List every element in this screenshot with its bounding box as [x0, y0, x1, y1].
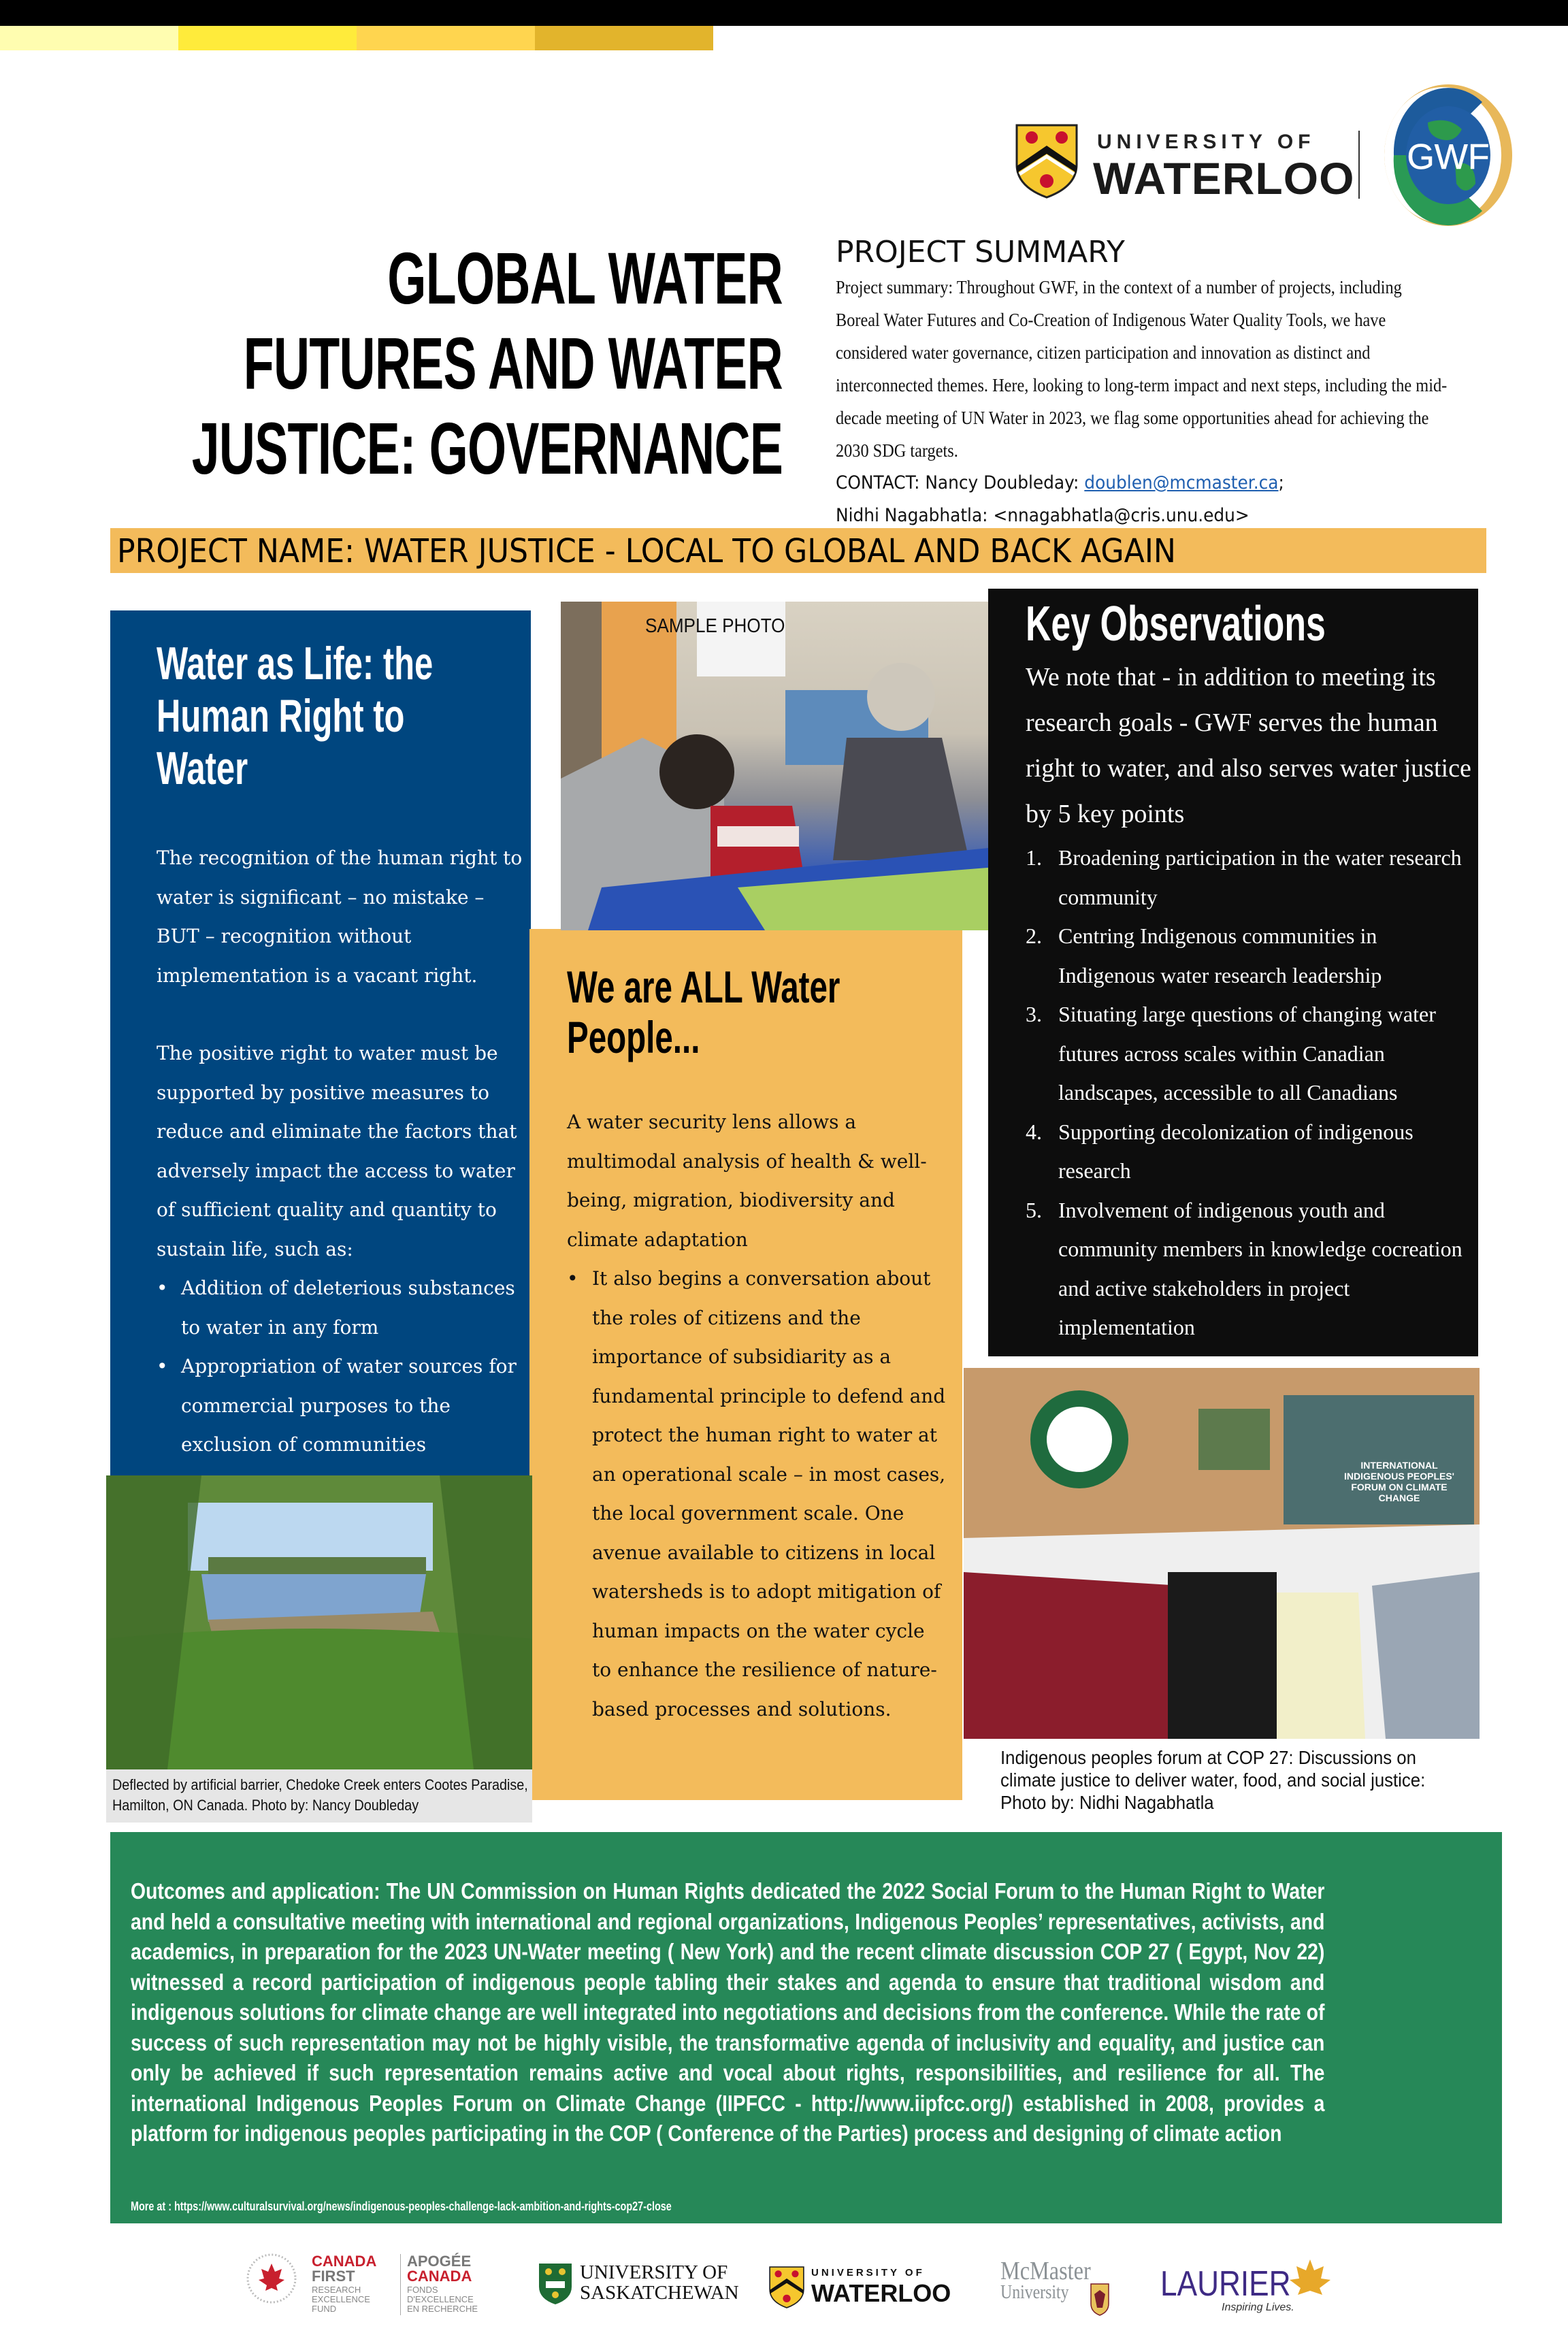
title-line-2: FUTURES AND WATER	[243, 322, 783, 404]
sample-photo	[561, 602, 1002, 930]
title-line-1: GLOBAL WATER	[387, 237, 783, 319]
water-as-life-para-1: The recognition of the human right to water is significant – no mistake – BUT – recognition without implementation is a vacant right.	[157, 847, 523, 987]
usask-line2: SASKATCHEWAN	[580, 2282, 739, 2304]
bullet-text: It also begins a conversation about the roles of citizens and the importance of subsidiarity as a fundamental principle to defend and protect the human right to water at an operational scale – in most cases, the local government scale. One avenue available to citizens in local watersheds is to adopt mitigation of human impacts on the water cycle to enhance the resilience of nature-based processes and solutions.	[592, 1267, 946, 1720]
cop27-screen-text: INTERNATIONAL INDIGENOUS PEOPLES' FORUM ON CLIMATE CHANGE	[1343, 1460, 1455, 1503]
cfref-r5: EN RECHERCHE	[407, 2304, 478, 2314]
uwaterloo-footer-logo	[769, 2263, 973, 2317]
cop27-photo	[964, 1368, 1480, 1739]
water-people-para: A water security lens allows a multimodal analysis of health & well-being, migration, biodiversity and climate adaptation	[567, 1111, 927, 1251]
outcomes-panel	[110, 1832, 1502, 2223]
key-observation-item	[1026, 838, 1475, 917]
project-summary-text: Project summary: Throughout GWF, in the context of a number of projects, including Boreal Water Futures and Co-Creation of Indigenous Water Quality Tools, we have considered water governance, citizen participation and innovation as distinct and interconnected themes. Here, looking to long-term impact and next steps, including the mid-decade meeting of UN Water in 2023, we flag some opportunities ahead for achieving the 2030 SDG targets.	[836, 277, 1448, 461]
laurier-tagline: Inspiring Lives.	[1222, 2302, 1294, 2313]
mcmaster-line1: McMaster	[1000, 2257, 1091, 2285]
mcmaster-line2: University	[1000, 2282, 1069, 2303]
cfref-r1: APOGÉE	[407, 2253, 472, 2270]
title-line-3: JUSTICE: GOVERNANCE	[191, 407, 783, 489]
laurier-wordmark: LAURIER	[1160, 2264, 1291, 2304]
item-text: Involvement of indigenous youth and community members in knowledge cocreation and active stakeholders in project implementation	[1058, 1197, 1463, 1339]
bullet-glyph: •	[567, 1267, 578, 1290]
logo-divider	[1358, 131, 1360, 199]
maple-leaf-icon	[245, 2251, 298, 2304]
item-number: 3.	[1026, 1002, 1042, 1026]
cfref-logo	[245, 2246, 517, 2328]
usask-logo	[538, 2259, 742, 2314]
bullet-text: Appropriation of water sources for commercial purposes to the exclusion of communities	[181, 1355, 517, 1456]
project-name-bar	[110, 528, 1486, 573]
bullet-item	[157, 1269, 524, 1347]
item-number: 2.	[1026, 924, 1042, 948]
water-people-bullet	[567, 1259, 948, 1729]
uwaterloo-logo-line1: UNIVERSITY OF	[1097, 131, 1316, 153]
mcmaster-logo	[1000, 2256, 1137, 2324]
header-stripe-1	[0, 26, 178, 50]
key-observation-item	[1026, 1191, 1475, 1348]
top-black-bar	[0, 0, 1568, 26]
key-observation-item	[1026, 1113, 1475, 1191]
item-text: Broadening participation in the water research community	[1058, 845, 1462, 909]
header-logo-group	[1013, 82, 1516, 228]
bullet-item	[567, 1259, 948, 1729]
poster-title	[102, 237, 783, 493]
cfref-l1: CANADA	[312, 2253, 377, 2270]
gwf-globe-icon	[1380, 82, 1516, 228]
usask-crest-icon	[538, 2262, 573, 2306]
contact-separator: ;	[1278, 472, 1284, 493]
item-text: Situating large questions of changing water futures across scales within Canadian landscapes, accessible to all Canadians	[1058, 1002, 1436, 1105]
uwaterloo-crest-icon	[1015, 124, 1078, 199]
creek-photo	[106, 1475, 532, 1823]
project-summary-heading: PROJECT SUMMARY	[836, 235, 1125, 270]
water-as-life-heading-line-1: Water as Life: the	[157, 638, 434, 689]
cfref-r4: D'EXCELLENCE	[407, 2294, 474, 2304]
water-as-life-panel	[110, 610, 531, 1478]
uwaterloo-crest-icon	[769, 2266, 804, 2309]
cfref-l3: RESEARCH	[312, 2285, 361, 2295]
cop27-photo-image	[964, 1368, 1480, 1739]
key-observations-panel	[988, 589, 1478, 1356]
mcmaster-crest-icon	[1090, 2283, 1109, 2316]
bullet-item	[157, 1347, 524, 1465]
header-stripe-2	[178, 26, 357, 50]
more-info-link[interactable]: More at : https://www.culturalsurvival.org/news/indigenous-peoples-challenge-lack-ambition-and-rights-cop27-close	[131, 2200, 672, 2213]
maple-leaf-icon	[1288, 2258, 1332, 2303]
cfref-l5: FUND	[312, 2304, 337, 2314]
contact-line-1	[836, 467, 1284, 500]
cfref-r3: FONDS	[407, 2285, 438, 2295]
cfref-l4: EXCELLENCE	[312, 2294, 370, 2304]
item-number: 1.	[1026, 845, 1042, 870]
laurier-logo	[1160, 2258, 1344, 2319]
uwaterloo-logo-line2: WATERLOO	[1093, 153, 1355, 203]
water-as-life-heading-line-3: Water	[157, 742, 248, 794]
water-people-heading-line-1: We are ALL Water	[567, 962, 840, 1012]
usask-line1: UNIVERSITY OF	[580, 2261, 728, 2283]
header-stripe-3	[357, 26, 535, 50]
key-observation-item	[1026, 995, 1475, 1113]
project-name-text: PROJECT NAME: WATER JUSTICE - LOCAL TO GLOBAL AND BACK AGAIN	[117, 532, 1176, 570]
bullet-text: Addition of deleterious substances to water in any form	[181, 1277, 515, 1339]
creek-photo-caption-box	[106, 1769, 532, 1823]
cfref-r2: CANADA	[407, 2268, 472, 2285]
creek-photo-image	[106, 1475, 532, 1769]
water-people-heading-line-2: People...	[567, 1012, 700, 1062]
uwaterloo-footer-line1: UNIVERSITY OF	[811, 2267, 925, 2278]
contact-label: CONTACT: Nancy Doubleday:	[836, 472, 1085, 493]
sample-photo-label: SAMPLE PHOTO	[645, 615, 785, 637]
item-number: 5.	[1026, 1197, 1042, 1222]
item-text: Centring Indigenous communities in Indigenous water research leadership	[1058, 924, 1382, 987]
key-observations-heading: Key Observations	[1026, 597, 1326, 651]
outcomes-text: Outcomes and application: The UN Commission on Human Rights dedicated the 2022 Social Forum to the Human Right to Water and held a consultative meeting with international and regional organizations, Indigenous Peoples’ representatives, activists, and academics, in preparation for the 2023 UN-Water meeting ( New York) and the recent climate discussion COP 27 ( Egypt, Nov 22) witnessed a record participation of indigenous people tabling their stakes and agenda to ensure that traditional wisdom and indigenous solutions for climate change are well integrated into negotiations and decisions from the conference. While the rate of success of such representation may not be highly visible, the transformative agenda of inclusivity and equality, and justice can only be achieved if such representation remains active and vocal about rights, responsibilities, and resilience for all. The international Indigenous Peoples Forum on Climate Change (IIPFCC - http://www.iipfcc.org/) established in 2008, provides a platform for indigenous peoples participating in the COP ( Conference of the Parties) process and designing of climate action	[131, 1878, 1325, 2146]
creek-photo-caption: Deflected by artificial barrier, Chedoke Creek enters Cootes Paradise, Hamilton, ON Canada. Photo by: Nancy Doubleday	[112, 1776, 528, 1814]
item-text: Supporting decolonization of indigenous research	[1058, 1119, 1414, 1183]
bullet-glyph: •	[157, 1355, 168, 1377]
contact-email-link[interactable]: doublen@mcmaster.ca	[1084, 472, 1279, 493]
contact-line-2: Nidhi Nagabhatla: <nnagabhatla@cris.unu.edu>	[836, 505, 1250, 526]
item-number: 4.	[1026, 1119, 1042, 1144]
water-people-panel	[529, 929, 962, 1800]
header-stripe-4	[535, 26, 713, 50]
water-as-life-bullets	[157, 1269, 524, 1465]
key-observation-item	[1026, 917, 1475, 995]
key-observations-intro: We note that - in addition to meeting its research goals - GWF serves the human right to water, and also serves water justice by 5 key points	[1026, 663, 1471, 828]
sample-photo-image	[561, 602, 1002, 930]
cop27-photo-caption: Indigenous peoples forum at COP 27: Discussions on climate justice to deliver water, food, and social justice: Photo by: Nidhi Nagabhatla	[1000, 1747, 1426, 1813]
cfref-l2: FIRST	[312, 2268, 355, 2285]
gwf-logo-text: GWF	[1407, 137, 1490, 177]
water-as-life-heading	[157, 638, 433, 795]
bullet-glyph: •	[157, 1277, 168, 1299]
water-people-heading	[567, 962, 840, 1062]
key-observations-list	[1026, 838, 1475, 1348]
water-as-life-para-2: The positive right to water must be supported by positive measures to reduce and eliminate the factors that adversely impact the access to water of sufficient quality and quantity to sustain life, such as:	[157, 1042, 517, 1260]
uwaterloo-footer-line2: WATERLOO	[811, 2279, 951, 2307]
cfref-divider	[400, 2254, 401, 2315]
water-as-life-heading-line-2: Human Right to	[157, 690, 405, 742]
